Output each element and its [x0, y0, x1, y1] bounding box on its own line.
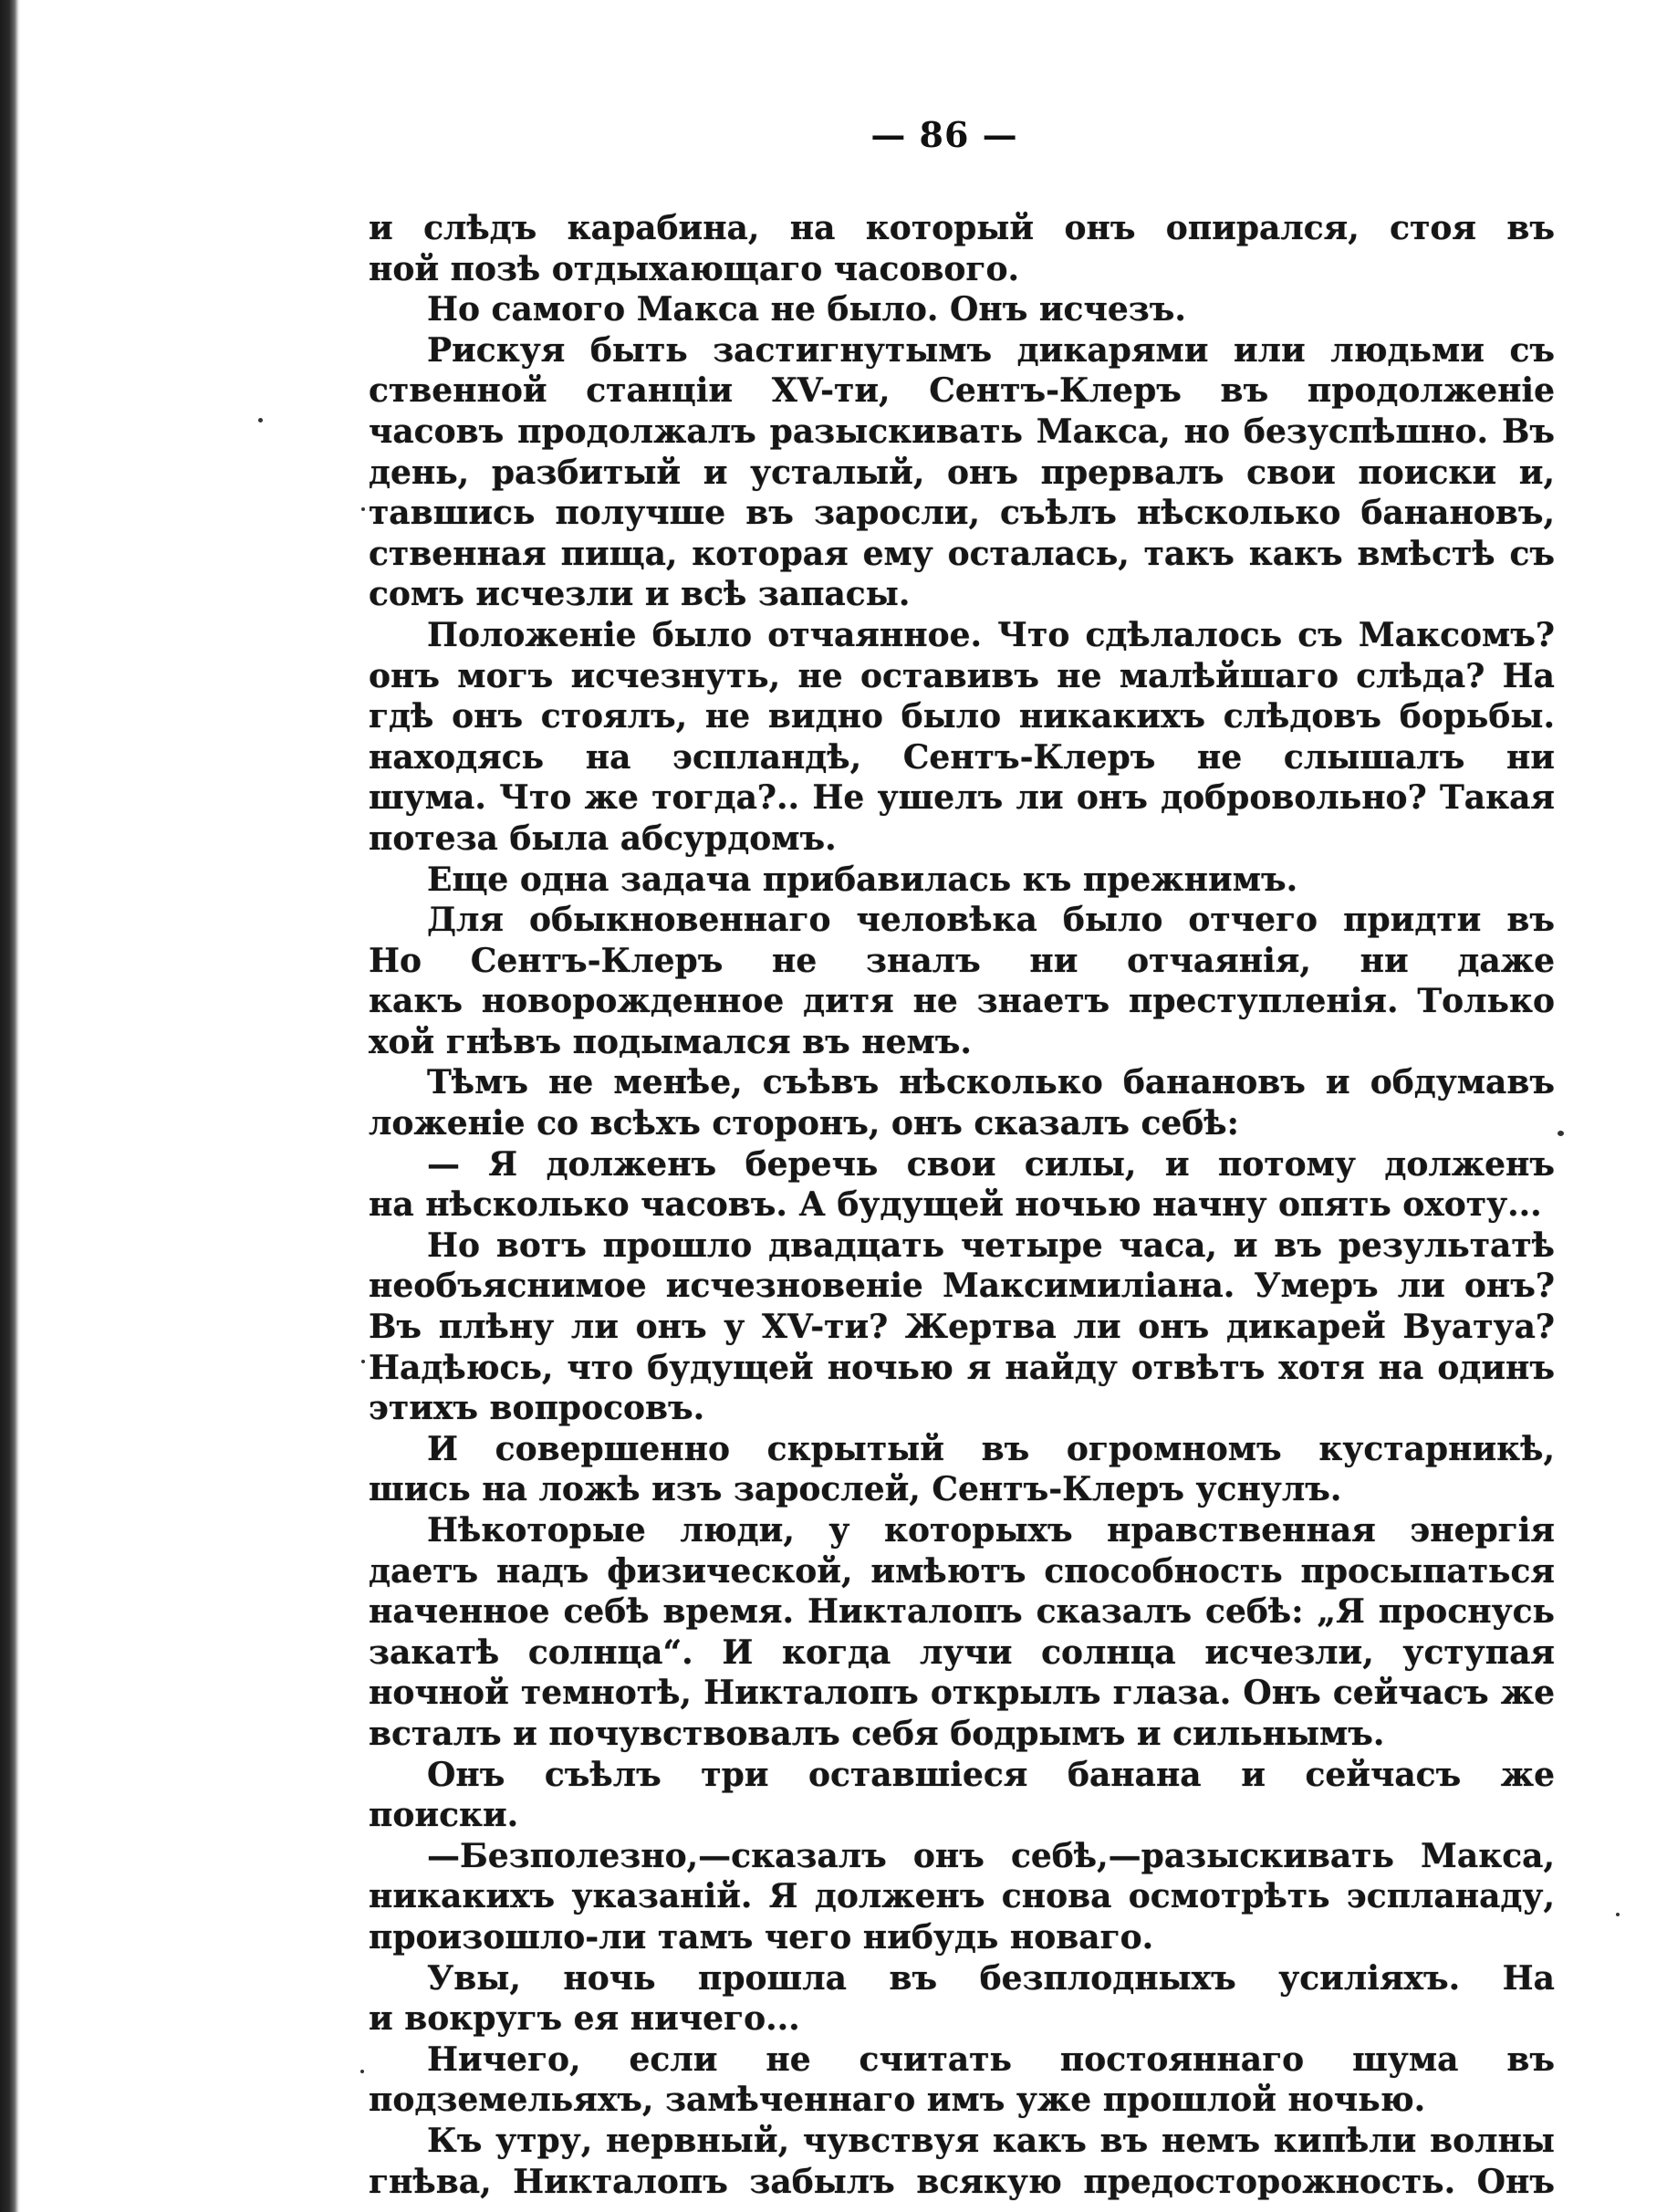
text-line: ственной станціи XV-ти, Сентъ-Клеръ въ продолженіе [369, 371, 1555, 411]
text-line: и слѣдъ карабина, на который онъ опирался, стоя въ [369, 209, 1555, 247]
scan-speck [1558, 1131, 1564, 1136]
text-line: день, разбитый и усталый, онъ прервалъ свои поиски и, [369, 453, 1555, 492]
text-line: Но Сентъ-Клеръ не зналъ ни отчаянія, ни даже [369, 941, 1555, 980]
scan-speck [361, 1360, 365, 1363]
text-line: Къ утру, нервный, чувствуя какъ въ немъ кипѣли волны [427, 2121, 1555, 2160]
text-line: часовъ продолжалъ разыскивать Макса, но безуспѣшно. Въ [369, 412, 1555, 451]
page-number: — 86 — [870, 114, 1018, 155]
text-line: шись на ложѣ изъ зарослей, Сентъ-Клеръ уснулъ. [369, 1470, 1342, 1509]
text-line: тавшись получше въ заросли, съѣлъ нѣсколько банановъ, [369, 494, 1555, 533]
text-line: хой гнѣвъ подымался въ немъ. [369, 1022, 972, 1061]
text-line: — Я долженъ беречь свои силы, и потому долженъ [427, 1144, 1555, 1184]
scan-speck [258, 418, 263, 423]
text-line: находясь на эспландѣ, Сентъ-Клеръ не слышалъ ни [369, 737, 1555, 777]
text-line: ночной темнотѣ, Никталопъ открылъ глаза. Онъ сейчасъ же [369, 1674, 1555, 1713]
text-line: —Безполезно,—сказалъ онъ себѣ,—разыскивать Макса, [427, 1836, 1555, 1875]
text-line: шума. Что же тогда?.. Не ушелъ ли онъ добровольно? Такая [369, 778, 1555, 818]
text-line: даетъ надъ физической, имѣютъ способность просыпаться [369, 1551, 1555, 1591]
text-line: Тѣмъ не менѣе, съѣвъ нѣсколько банановъ и обдумавъ [427, 1063, 1555, 1102]
text-line: Ничего, если не считать постояннаго шума въ [427, 2040, 1555, 2079]
text-line: Но самого Макса не было. Онъ исчезъ. [427, 290, 1186, 329]
scan-edge-shadow [0, 0, 20, 2212]
scan-speck [361, 507, 365, 511]
text-line: произошло-ли тамъ чего нибудь новаго. [369, 1917, 1154, 1956]
text-line: поиски. [369, 1796, 519, 1835]
text-line: Рискуя быть застигнутымъ дикарями или людьми съ [427, 330, 1555, 370]
text-line: Еще одна задача прибавилась къ прежнимъ. [427, 860, 1298, 899]
text-line: гнѣва, Никталопъ забылъ всякую предосторожность. Онъ [369, 2162, 1555, 2201]
text-line: Положеніе было отчаянное. Что сдѣлалось съ Максомъ? [427, 615, 1555, 654]
text-line: этихъ вопросовъ. [369, 1389, 705, 1428]
text-line: необъяснимое исчезновеніе Максимиліана. Умеръ ли онъ? [369, 1267, 1555, 1306]
text-line: Въ плѣну ли онъ у XV-ти? Жертва ли онъ дикарей Вуатуа? [369, 1308, 1555, 1347]
text-line: Но вотъ прошло двадцать четыре часа, и въ результатѣ [427, 1226, 1555, 1265]
text-line: всталъ и почувствовалъ себя бодрымъ и сильнымъ. [369, 1714, 1385, 1753]
scan-speck [1616, 1913, 1620, 1916]
text-line: наченное себѣ время. Никталопъ сказалъ себѣ: „Я проснусь [369, 1592, 1555, 1632]
text-line: онъ могъ исчезнуть, не оставивъ не малѣйшаго слѣда? На [369, 656, 1555, 695]
text-line: какъ новорожденное дитя не знаетъ преступленія. Только [369, 982, 1555, 1021]
text-line: ственная пища, которая ему осталась, такъ какъ вмѣстѣ съ [369, 534, 1555, 573]
text-line: И совершенно скрытый въ огромномъ кустарникѣ, [427, 1429, 1555, 1468]
text-line: Увы, ночь прошла въ безплодныхъ усиліяхъ. На [427, 1958, 1555, 1998]
text-line: Для обыкновеннаго человѣка было отчего придти въ [427, 901, 1555, 940]
text-line: и вокругъ ея ничего... [369, 1999, 800, 2039]
text-line: Надѣюсь, что будущей ночью я найду отвѣтъ хотя на одинъ [369, 1348, 1555, 1387]
text-line: Нѣкоторые люди, у которыхъ нравственная энергія [427, 1511, 1555, 1549]
text-line: закатѣ солнца“. И когда лучи солнца исчезли, уступая [369, 1633, 1555, 1672]
text-line: подземельяхъ, замѣченнаго имъ уже прошлой ночью. [369, 2081, 1426, 2120]
text-line: ной позѣ отдыхающаго часового. [369, 249, 1020, 288]
text-line: гдѣ онъ стоялъ, не видно было никакихъ слѣдовъ борьбы. [369, 697, 1555, 736]
text-line: сомъ исчезли и всѣ запасы. [369, 575, 911, 614]
text-line: потеза была абсурдомъ. [369, 819, 837, 858]
body-text [369, 208, 1555, 2202]
text-line: никакихъ указаній. Я долженъ снова осмотрѣть эспланаду, [369, 1877, 1555, 1916]
text-line: ложеніе со всѣхъ сторонъ, онъ сказалъ себѣ: [369, 1104, 1239, 1143]
text-line: на нѣсколько часовъ. А будущей ночью начну опять охоту... [369, 1185, 1542, 1225]
text-line: Онъ съѣлъ три оставшіеся банана и сейчасъ же [427, 1755, 1555, 1794]
scan-speck [360, 2070, 364, 2073]
